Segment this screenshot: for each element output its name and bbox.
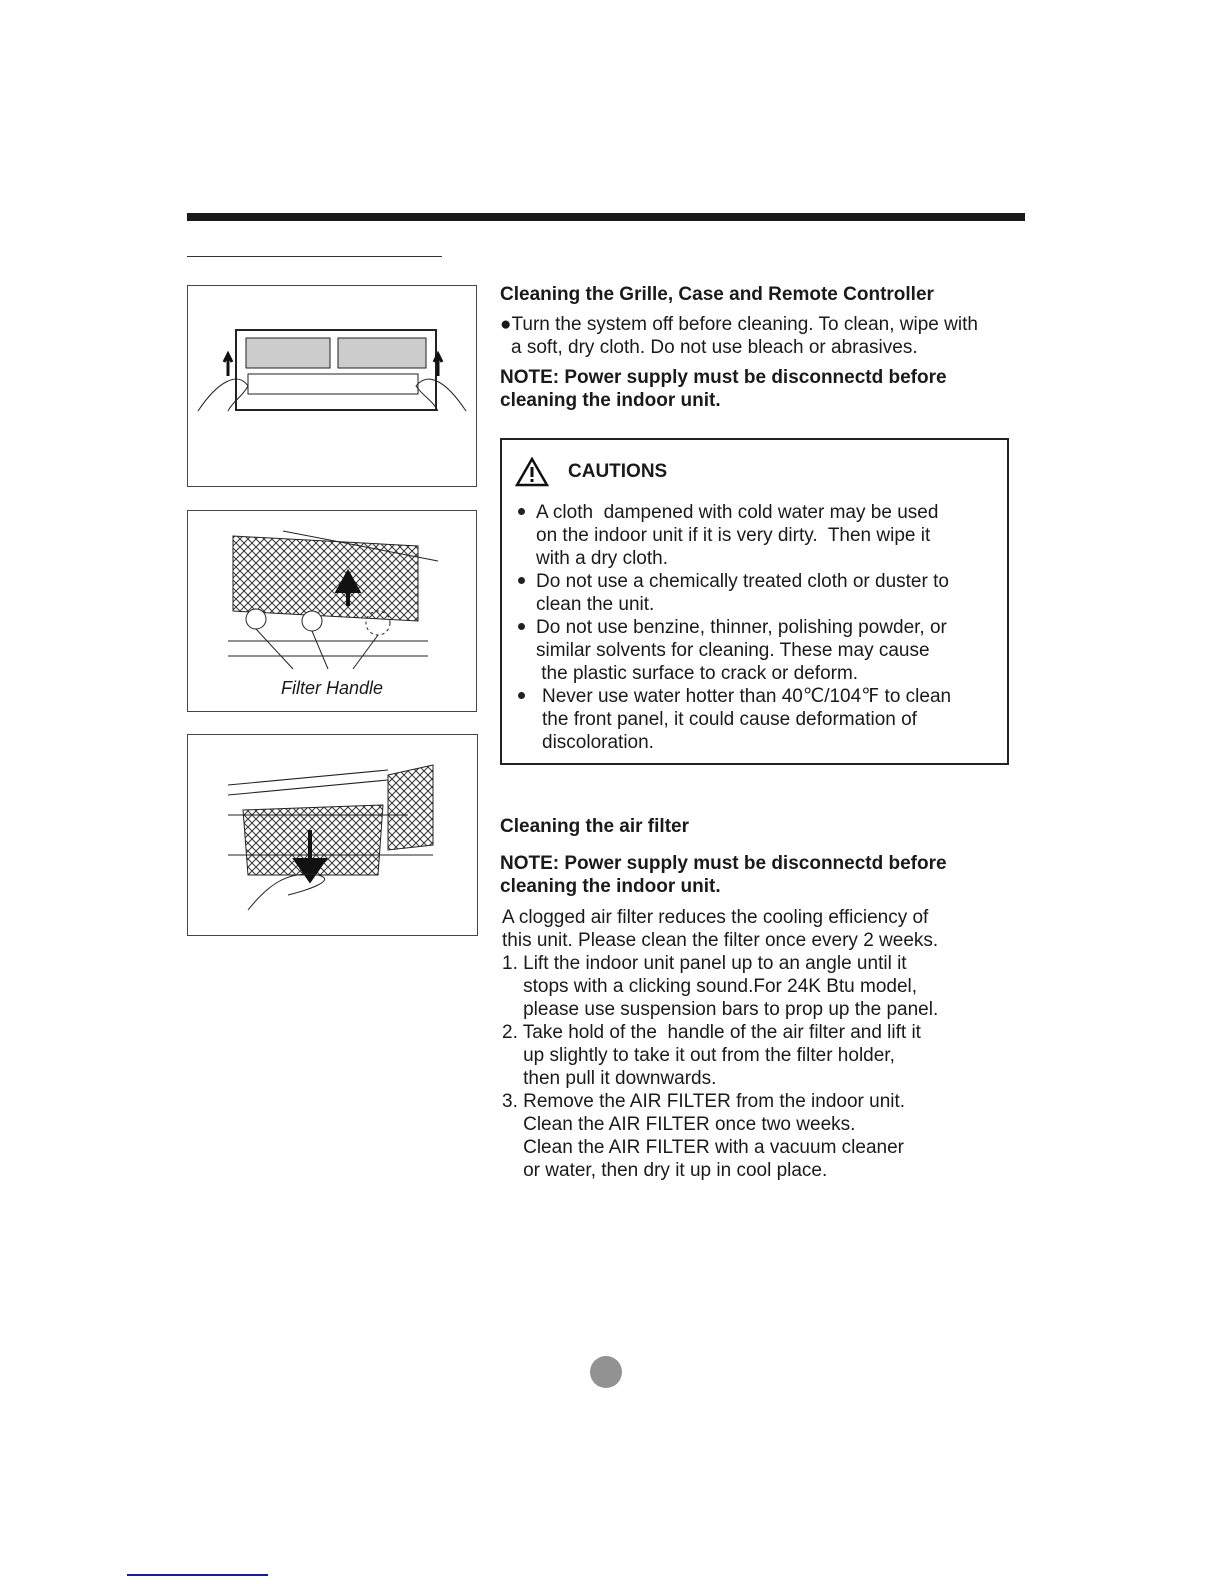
section2-note (500, 852, 947, 898)
filter-handle-caption: Filter Handle (280, 678, 384, 698)
caution-line: clean the unit. (536, 594, 655, 615)
section-rule (187, 256, 442, 257)
body-line: 2. Take hold of the handle of the air filter and lift it (502, 1022, 921, 1043)
note-line: NOTE: Power supply must be disconnectd before (500, 853, 947, 874)
body-line: A clogged air filter reduces the cooling efficiency of (502, 907, 929, 928)
note-line: cleaning the indoor unit. (500, 390, 721, 411)
figure-remove-filter (187, 734, 478, 936)
note-line: cleaning the indoor unit. (500, 876, 721, 897)
section1-bullet: ●Turn the system off before cleaning. To clean, wipe with a soft, dry cloth. Do not use bleach or abrasives. (500, 314, 978, 358)
section2-title: Cleaning the air filter (500, 816, 689, 837)
body-line: up slightly to take it out from the filter holder, (502, 1045, 895, 1066)
body-line: this unit. Please clean the filter once every 2 weeks. (502, 930, 939, 951)
caution-line: A cloth dampened with cold water may be used (536, 502, 939, 523)
caution-line: Never use water hotter than 40℃/104℉ to clean (542, 686, 952, 707)
figure-filter-handle (187, 510, 477, 712)
note-line: NOTE: Power supply must be disconnectd before (500, 367, 947, 388)
cautions-box (500, 438, 1009, 765)
page-number-marker (590, 1356, 622, 1388)
caution-line: with a dry cloth. (536, 548, 668, 569)
section1-note (500, 366, 947, 412)
caution-line: Do not use a chemically treated cloth or duster to (536, 571, 949, 592)
body-line: 3. Remove the AIR FILTER from the indoor unit. (502, 1091, 906, 1112)
warning-triangle-icon (515, 457, 549, 487)
bullet-dot (518, 623, 525, 630)
body-line: stops with a clicking sound.For 24K Btu model, (502, 976, 918, 997)
indoor-unit-illustration (188, 286, 476, 486)
body-line: Clean the AIR FILTER once two weeks. (502, 1114, 856, 1135)
section2-body (502, 906, 938, 1182)
body-line: Clean the AIR FILTER with a vacuum cleaner (502, 1137, 904, 1158)
body-line: 1. Lift the indoor unit panel up to an angle until it (502, 953, 907, 974)
caution-line: Do not use benzine, thinner, polishing powder, or (536, 617, 947, 638)
caution-item (518, 570, 999, 616)
remove-filter-illustration (188, 735, 477, 935)
caution-line: on the indoor unit if it is very dirty. Then wipe it (536, 525, 931, 546)
bullet-line: Turn the system off before cleaning. To clean, wipe with (511, 314, 978, 335)
section1-title: Cleaning the Grille, Case and Remote Controller (500, 284, 934, 305)
caution-item (518, 685, 999, 754)
figure-lift-panel (187, 285, 477, 487)
caution-line: similar solvents for cleaning. These may cause (536, 640, 930, 661)
cautions-title: CAUTIONS (568, 461, 668, 482)
bullet-dot (518, 577, 525, 584)
bullet-dot (518, 508, 525, 515)
header-rule (187, 213, 1025, 221)
body-line: or water, then dry it up in cool place. (502, 1160, 828, 1181)
body-line: please use suspension bars to prop up the panel. (502, 999, 939, 1020)
bullet-line: a soft, dry cloth. Do not use bleach or abrasives. (511, 337, 918, 358)
body-line: then pull it downwards. (502, 1068, 717, 1089)
caution-item (518, 616, 999, 685)
caution-item (518, 501, 999, 570)
bullet-dot (518, 692, 525, 699)
footer-link-underline (127, 1574, 268, 1576)
cautions-list (518, 501, 999, 754)
caution-line: the front panel, it could cause deformation of (542, 709, 917, 730)
caution-line: discoloration. (542, 732, 654, 753)
caution-line: the plastic surface to crack or deform. (536, 663, 859, 684)
